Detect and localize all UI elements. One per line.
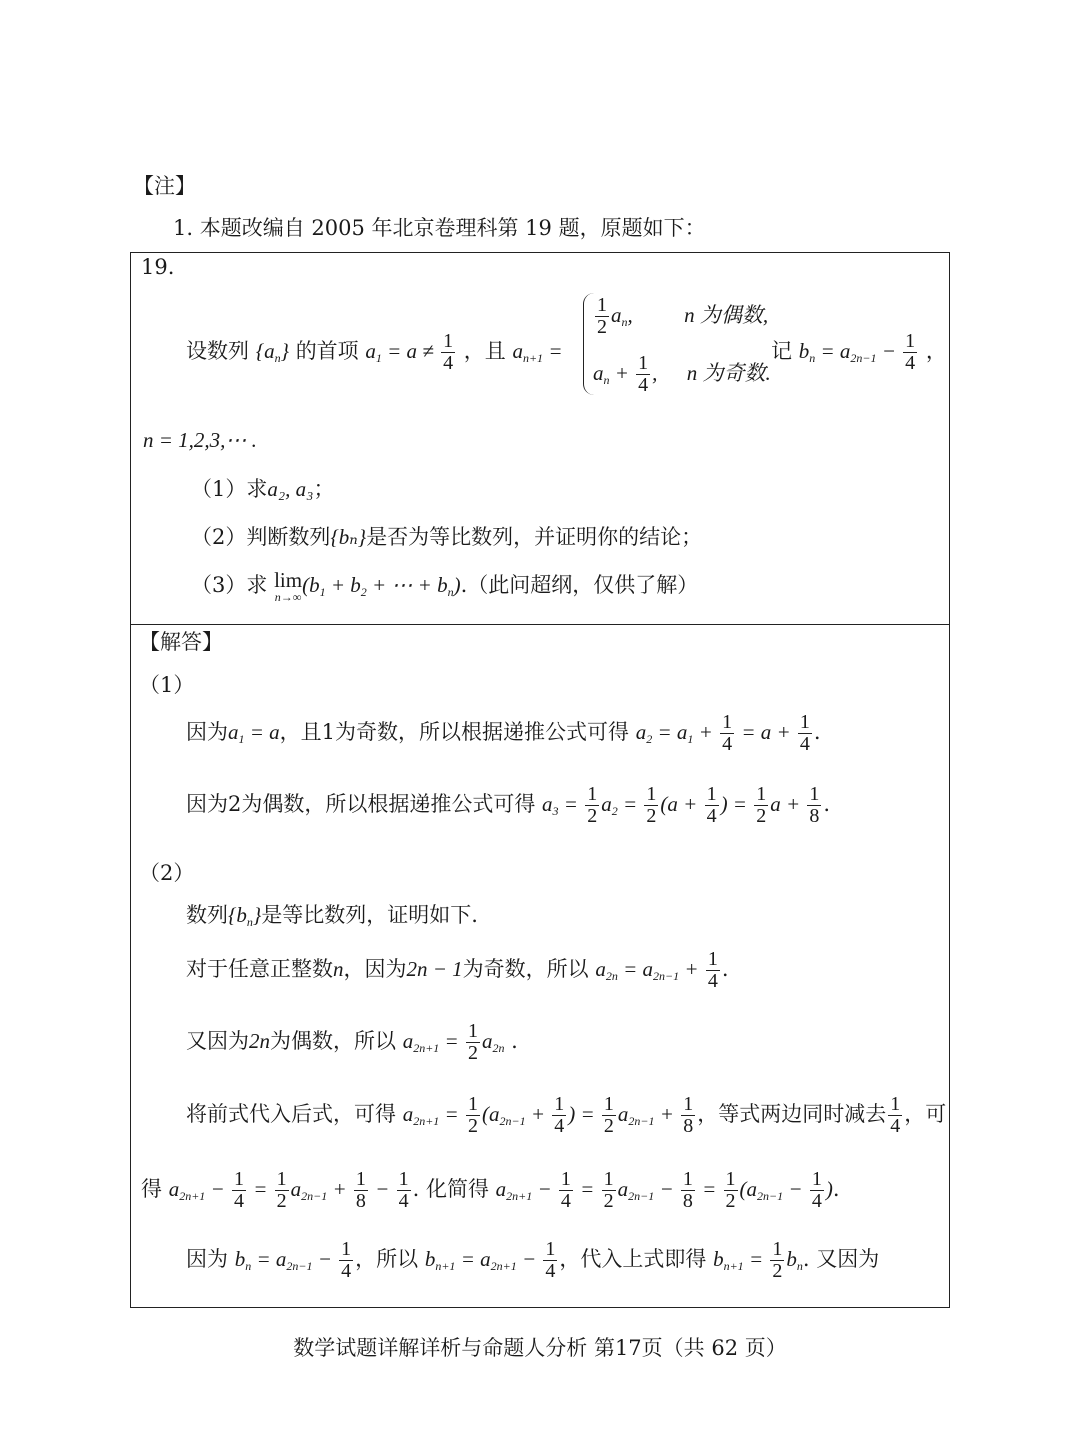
question-1: （1）求a₂, a₃； <box>191 477 335 501</box>
note-heading: 【注】 <box>133 174 196 198</box>
page-footer: 数学试题详解详析与命题人分析 第17页（共 62 页） <box>293 1336 787 1360</box>
problem-box <box>130 252 950 625</box>
question-3: （3）求 lim n→∞ ($b_1 + b_2$ + ⋯ + $b_n$).（此问超纲，仅供了解） <box>191 568 699 604</box>
solution-line-8: 因为 $b_n = a_{2n-1}$ − $\frac{1}{4}$ ，所以 $b_{n+1} = a_{2n+1}$ − $\frac{1}{4}$ ，代入上式即得 $b_{n+1}$ = $\frac{1}{2}$ $b_n$. 又因为 <box>186 1238 880 1282</box>
solution-line-7: 得 $a_{2n+1}$ − $\frac{1}{4}$ = $\frac{1}{2}$ $a_{2n-1}$ + $\frac{1}{8}$ − $\frac{1}{4}$ . 化简得 $a_{2n+1}$ − $\frac{1}{4}$ = $\frac{1}{2}$ $a_{2n-1}$ − $\frac{1}{8}$ = $\frac{1}{2}$ ($a_{2n-1}$ − $\frac{1}{4}$ ). <box>141 1168 840 1212</box>
solution-line-3: 数列$\{b_n\}$是等比数列，证明如下. <box>186 903 478 929</box>
note-line: 1. 本题改编自 2005 年北京卷理科第 19 题，原题如下： <box>173 216 706 240</box>
solution-line-6: 将前式代入后式，可得 $a_{2n+1}$ = $\frac{1}{2}$ ($a_{2n-1}$ + $\frac{1}{4}$ ) = $\frac{1}{2}$ $a_{2n-1}$ + $\frac{1}{8}$ ，等式两边同时减去 $\frac{1}{4}$ ，可 <box>186 1093 947 1137</box>
problem-statement: 设数列 $\{a_n\}$ 的首项 $a_1 = a$ ≠ $\frac{1}{4}$ ，且 $a_{n+1}$ = <box>186 330 563 374</box>
solution-line-1: 因为$a_1 = a$，且1为奇数，所以根据递推公式可得 $a_2 = a_1$ + $\frac{1}{4}$ = a + $\frac{1}{4}$ . <box>186 711 821 755</box>
case-even-row: $\frac{1}{2}$ $a_n$, n 为偶数, <box>597 294 769 338</box>
question-2: （2）判断数列{bₙ}是否为等比数列，并证明你的结论； <box>191 525 703 549</box>
case-odd-row: $a_n$ + $\frac{1}{4}$ , n 为奇数. <box>593 352 771 396</box>
solution-box <box>130 624 950 1308</box>
solution-line-5: 又因为2n为偶数，所以 $a_{2n+1}$ = $\frac{1}{2}$ $a_{2n}$ . <box>186 1020 518 1064</box>
b-definition: 记 $b_n = a_{2n-1}$ − $\frac{1}{4}$ ， <box>771 330 947 374</box>
part-1-label: （1） <box>139 673 195 697</box>
case-odd-label: n 为奇数. <box>686 361 771 385</box>
solution-heading: 【解答】 <box>139 630 223 654</box>
part-2-label: （2） <box>139 861 195 885</box>
n-range: n = 1,2,3,⋯ . <box>143 428 257 452</box>
solution-line-4: 对于任意正整数n，因为2n − 1为奇数，所以 $a_{2n} = a_{2n-1}$ + $\frac{1}{4}$ . <box>186 948 729 992</box>
solution-line-2: 因为2为偶数，所以根据递推公式可得 $a_3$ = $\frac{1}{2}$ $a_2$ = $\frac{1}{2}$ (a + $\frac{1}{4}$ ) = $\frac{1}{2}$ a + $\frac{1}{8}$ . <box>186 783 831 827</box>
problem-number: 19. <box>141 255 175 279</box>
case-even-label: n 为偶数, <box>684 303 769 327</box>
